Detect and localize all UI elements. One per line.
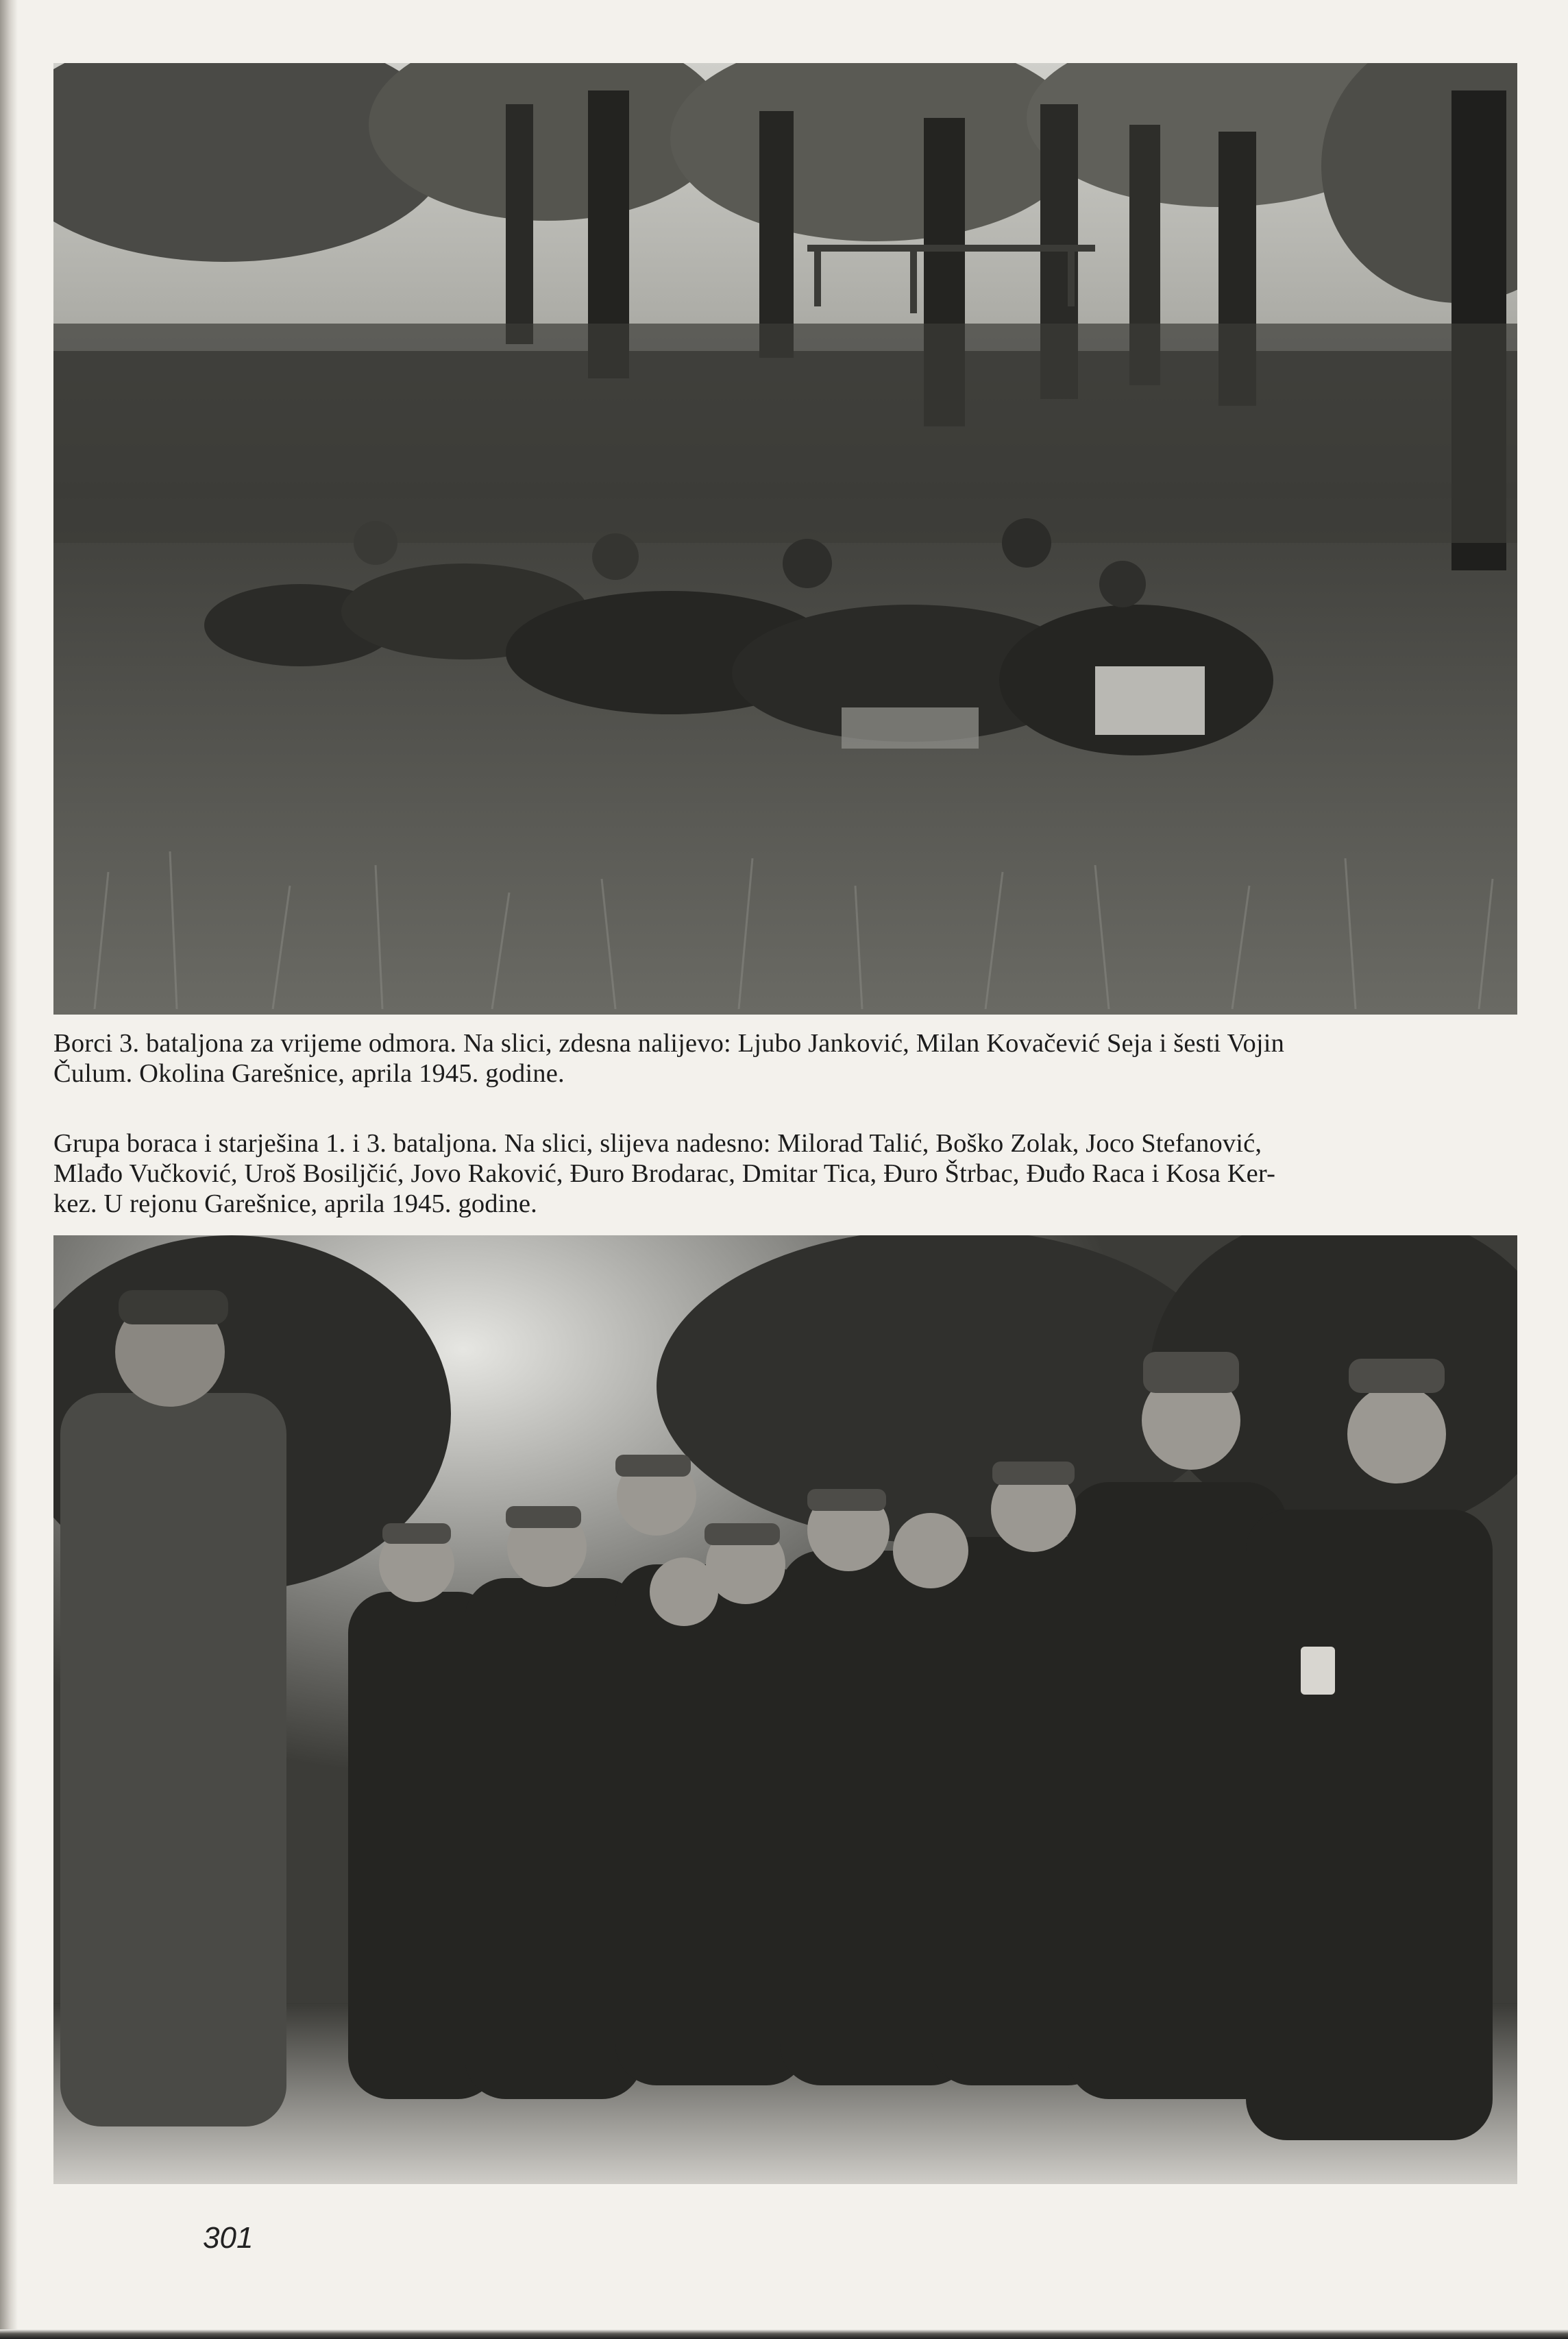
- page-number: 301: [203, 2221, 254, 2255]
- photo-group-of-fighters: [53, 1235, 1517, 2184]
- page-bottom-edge: [0, 2329, 1568, 2339]
- caption-2-line-3: kez. U rejonu Garešnice, aprila 1945. godine.: [53, 1189, 537, 1218]
- caption-2-line-2: Mlađo Vučković, Uroš Bosiljčić, Jovo Raković, Đuro Brodarac, Dmitar Tica, Đuro Štrbac, Đuđo Raca i Kosa Ker-: [53, 1159, 1276, 1188]
- photo-group-of-fighters-image: [53, 1235, 1517, 2184]
- photo-soldiers-resting: [53, 63, 1517, 1015]
- caption-1-line-1: Borci 3. bataljona za vrijeme odmora. Na slici, zdesna nalijevo: Ljubo Janković, Milan Kovačević Seja i šesti Vojin: [53, 1029, 1284, 1058]
- caption-2-line-1: Grupa boraca i starješina 1. i 3. bataljona. Na slici, slijeva nadesno: Milorad Talić, Boško Zolak, Joco Stefanović,: [53, 1129, 1262, 1158]
- caption-1-line-2: Čulum. Okolina Garešnice, aprila 1945. godine.: [53, 1059, 565, 1088]
- photo-soldiers-resting-image: [53, 63, 1517, 1015]
- caption-group-portrait: [53, 1128, 1520, 1219]
- page-binding-edge: [0, 0, 18, 2339]
- caption-resting-soldiers: [53, 1028, 1520, 1089]
